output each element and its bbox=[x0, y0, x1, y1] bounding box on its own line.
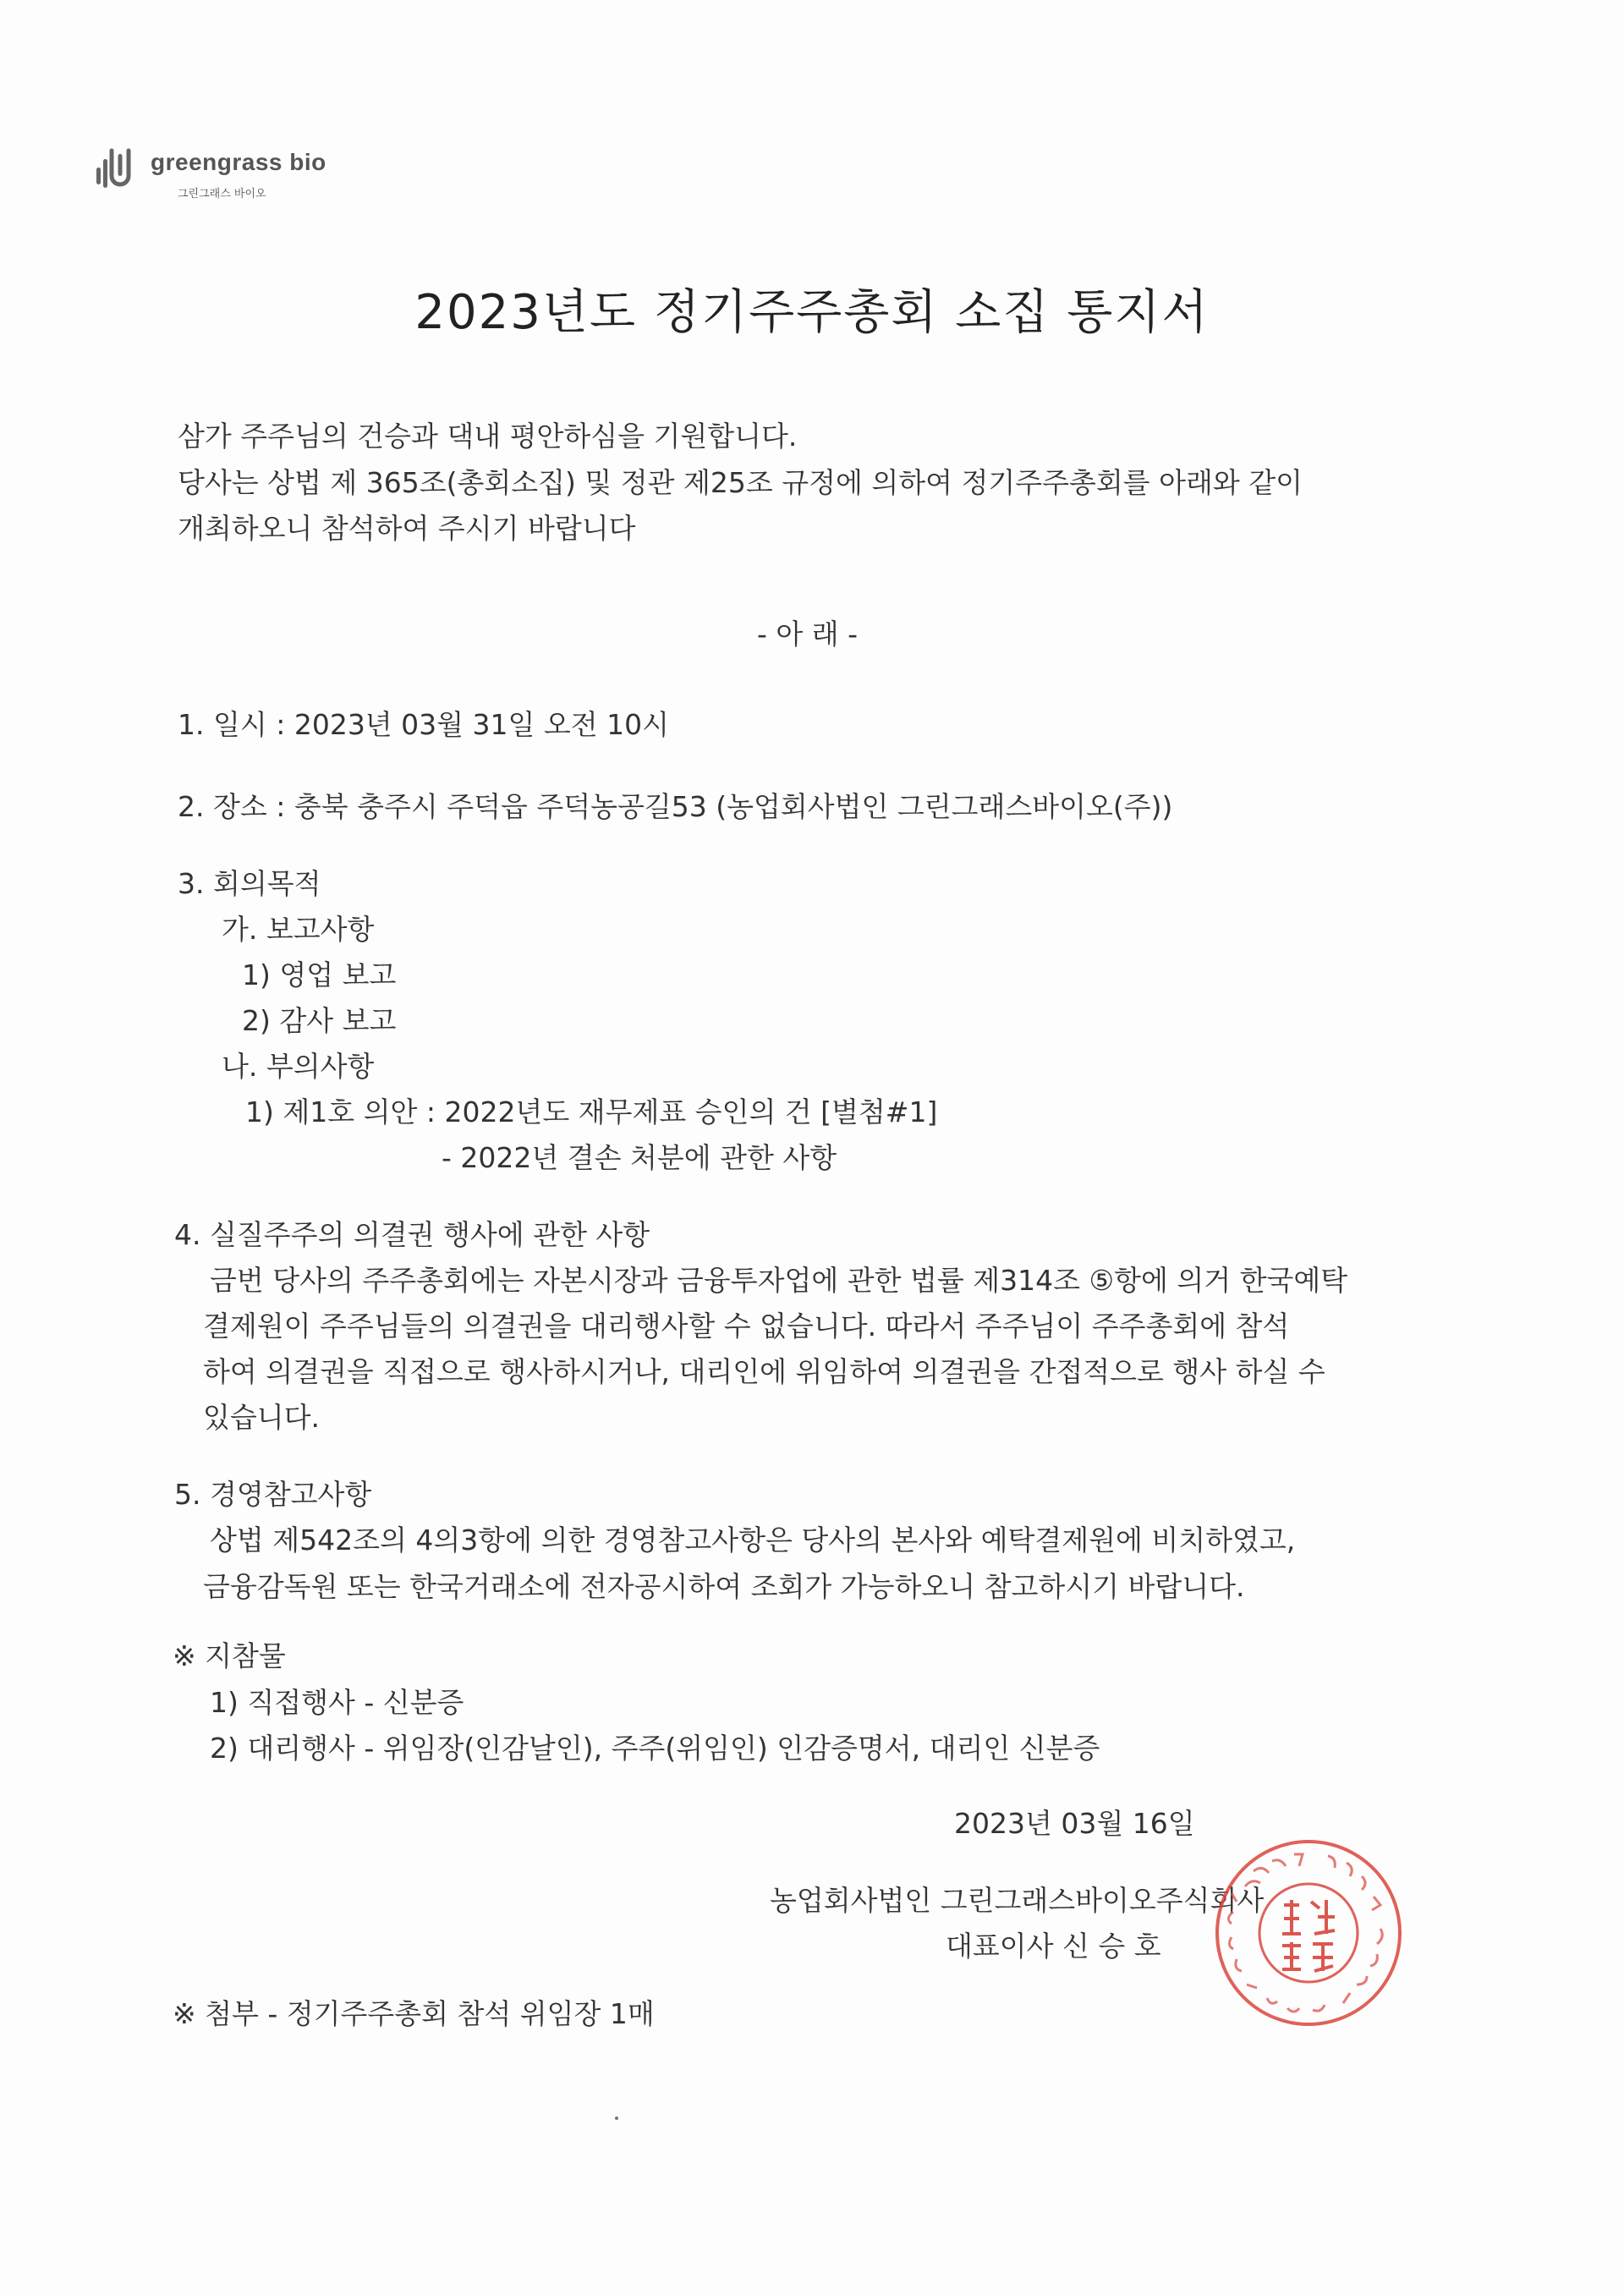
company-seal-stamp bbox=[1211, 1836, 1406, 2030]
issue-date: 2023년 03월 16일 bbox=[954, 1807, 1195, 1840]
ceo-name: 대표이사 신 승 호 bbox=[946, 1930, 1161, 1963]
report-heading: 가. 보고사항 bbox=[222, 913, 375, 946]
voting-heading: 4. 실질주주의 의결권 행사에 관한 사항 bbox=[174, 1218, 650, 1251]
resolution-heading: 나. 부의사항 bbox=[222, 1050, 375, 1083]
mgmt-line-1: 상법 제542조의 4의3항에 의한 경영참고사항은 당사의 본사와 예탁결제원에 비치하였고, bbox=[210, 1524, 1296, 1557]
logo-mark-icon bbox=[95, 145, 144, 195]
bring-line-1: 1) 직접행사 - 신분증 bbox=[210, 1686, 464, 1719]
mgmt-line-2: 금융감독원 또는 한국거래소에 전자공시하여 조회가 가능하오니 참고하시기 바랍니다. bbox=[203, 1570, 1245, 1603]
arae-heading: - 아 래 - bbox=[757, 618, 859, 651]
voting-line-2: 결제원이 주주님들의 의결권을 대리행사할 수 없습니다. 따라서 주주님이 주주총회에 참석 bbox=[203, 1309, 1290, 1342]
document-title: 2023년도 정기주주총회 소집 통지서 bbox=[414, 285, 1210, 340]
logo-subtitle: 그린그래스 바이오 bbox=[178, 188, 266, 200]
mgmt-heading: 5. 경영참고사항 bbox=[174, 1478, 372, 1511]
voting-line-4: 있습니다. bbox=[203, 1401, 321, 1434]
company-logo bbox=[95, 144, 332, 203]
voting-line-3: 하여 의결권을 직접으로 행사하시거나, 대리인에 위임하여 의결권을 간접적으로 행사 하실 수 bbox=[203, 1355, 1325, 1388]
bring-line-2: 2) 대리행사 - 위임장(인감날인), 주주(위임인) 인감증명서, 대리인 신분증 bbox=[210, 1732, 1100, 1765]
intro-line-2: 당사는 상법 제 365조(총회소집) 및 정관 제25조 규정에 의하여 정기주주총회를 아래와 같이 bbox=[178, 466, 1303, 499]
report-item-2: 2) 감사 보고 bbox=[242, 1004, 397, 1037]
company-name: 농업회사법인 그린그래스바이오주식회사 bbox=[770, 1884, 1265, 1917]
attachment-note: ※ 첨부 - 정기주주총회 참석 위임장 1매 bbox=[173, 1997, 655, 2030]
item-place: 2. 장소 : 충북 충주시 주덕읍 주덕농공길53 (농업회사법인 그린그래스바이오(주)) bbox=[178, 790, 1173, 823]
intro-line-1: 삼가 주주님의 건승과 댁내 평안하심을 기원합니다. bbox=[178, 420, 798, 453]
scan-speck bbox=[615, 2117, 618, 2120]
report-item-1: 1) 영업 보고 bbox=[242, 958, 397, 991]
bring-heading: ※ 지참물 bbox=[173, 1639, 286, 1672]
logo-name: greengrass bio bbox=[151, 149, 326, 175]
item-purpose-heading: 3. 회의목적 bbox=[178, 867, 321, 900]
resolution-item-1-sub: - 2022년 결손 처분에 관한 사항 bbox=[442, 1141, 837, 1174]
item-date: 1. 일시 : 2023년 03월 31일 오전 10시 bbox=[178, 708, 670, 741]
resolution-item-1: 1) 제1호 의안 : 2022년도 재무제표 승인의 건 [별첨#1] bbox=[245, 1095, 938, 1128]
intro-line-3: 개최하오니 참석하여 주시기 바랍니다 bbox=[178, 512, 636, 545]
voting-line-1: 금번 당사의 주주총회에는 자본시장과 금융투자업에 관한 법률 제314조 ⑤항에 의거 한국예탁 bbox=[210, 1264, 1348, 1297]
